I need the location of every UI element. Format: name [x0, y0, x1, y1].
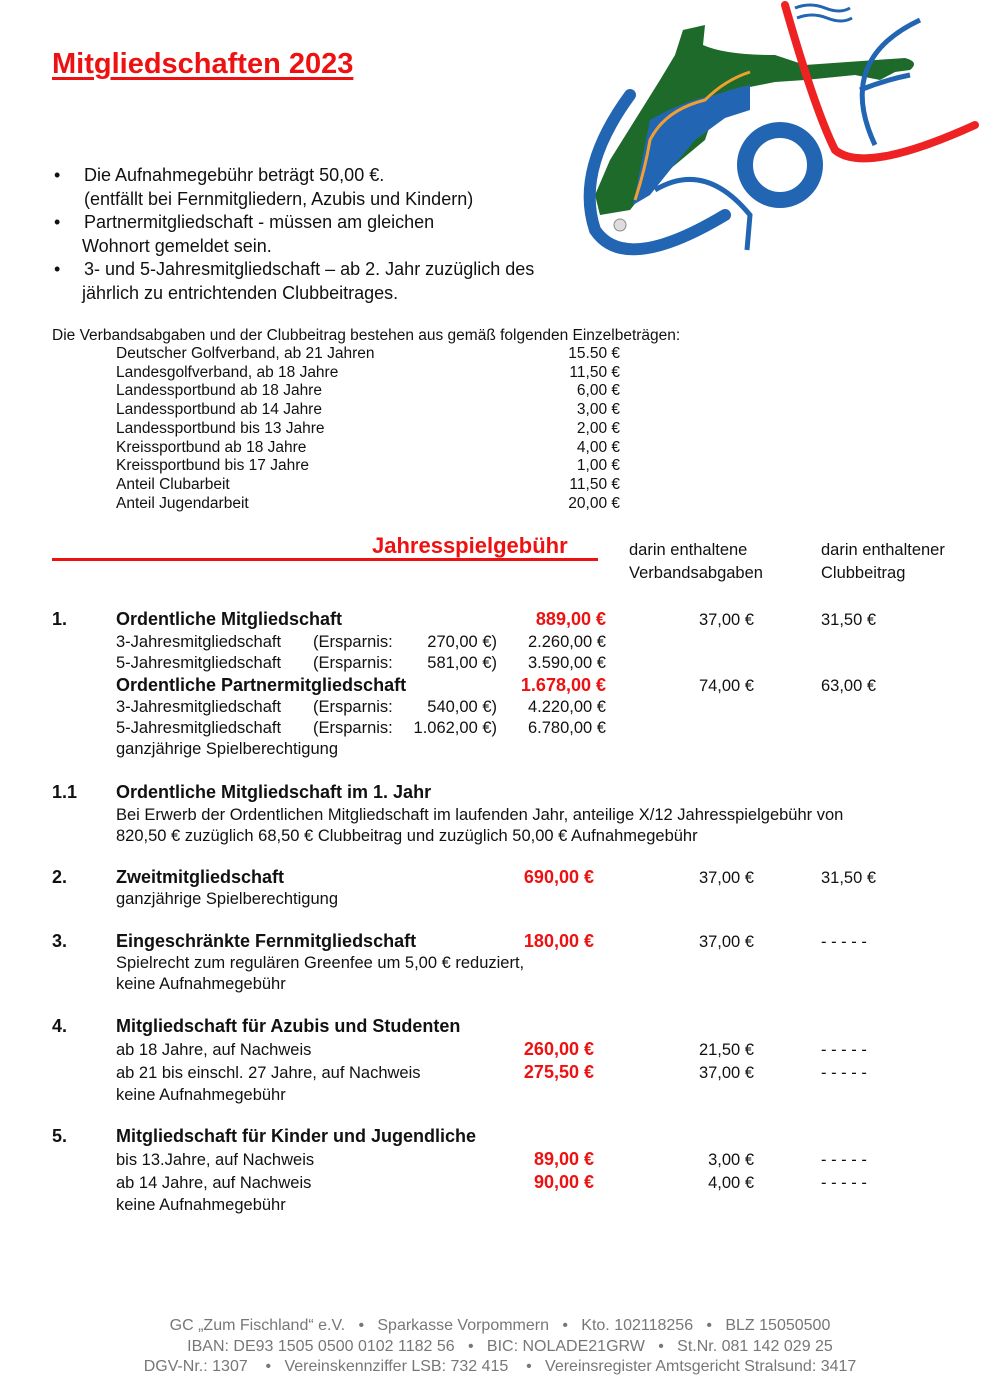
section-title: Mitgliedschaft für Azubis und Studenten [116, 1016, 461, 1036]
fee-label: Kreissportbund ab 18 Jahre [116, 438, 307, 456]
section-note: ganzjährige Spielberechtigung [116, 740, 338, 758]
section-note: keine Aufnahmegebühr [116, 975, 286, 993]
partner-title: Ordentliche Partnermitgliedschaft [116, 675, 407, 695]
club-value: 31,50 € [821, 869, 877, 887]
fee-value: 2,00 € [576, 419, 620, 437]
fee-label: Anteil Jugendarbeit [116, 494, 249, 512]
bullet-text: Die Aufnahmegebühr beträgt 50,00 €. [84, 165, 385, 185]
verband-value: 3,00 € [708, 1151, 754, 1169]
section-title: Mitgliedschaft für Kinder und Jugendliche [116, 1126, 477, 1146]
fee-value: 20,00 € [568, 494, 620, 512]
fee-value: 1,00 € [576, 457, 620, 475]
fee-row [116, 364, 620, 383]
saving-value: 540,00 €) [427, 698, 497, 716]
fee-value: 11,50 € [569, 363, 620, 381]
bullet-dot-icon: • [54, 212, 61, 232]
fee-value: 6,00 € [576, 382, 620, 400]
saving-label: (Ersparnis: [313, 698, 393, 716]
bullet-text: jährlich zu entrichtenden Clubbeitrages. [82, 282, 399, 303]
fee-row [116, 345, 620, 364]
section-number: 5. [52, 1126, 68, 1146]
section-number: 1. [52, 609, 68, 629]
verband-value: 37,00 € [698, 611, 754, 629]
partner-fee: 1.678,00 € [520, 675, 606, 695]
fee-label: Deutscher Golfverband, ab 21 Jahren [116, 345, 375, 362]
verband-value: 21,50 € [698, 1041, 754, 1059]
option-label: bis 13.Jahre, auf Nachweis [116, 1151, 315, 1169]
page-title: Mitgliedschaften 2023 [52, 48, 354, 80]
fee-row [116, 439, 620, 458]
fee-label: Landessportbund ab 18 Jahre [116, 382, 322, 400]
section-number: 3. [52, 931, 68, 951]
option-label: 5-Jahresmitgliedschaft [116, 654, 282, 672]
fee-row [116, 457, 620, 476]
option-price: 2.260,00 € [528, 633, 606, 651]
footer-line: DGV-Nr.: 1307 • Vereinskennziffer LSB: 732 415 • Vereinsregister Amtsgericht Stralsund: 3417 [143, 1358, 857, 1375]
option-label: 5-Jahresmitgliedschaft [116, 719, 282, 737]
section-title: Ordentliche Mitgliedschaft [116, 609, 343, 629]
fee-row [116, 495, 620, 514]
fee-value: 15.50 € [568, 345, 620, 362]
saving-label: (Ersparnis: [313, 719, 393, 737]
section-2 [52, 867, 952, 917]
fee-label: Anteil Clubarbeit [116, 475, 230, 493]
annual-fee: 180,00 € [523, 931, 594, 951]
saving-value: 581,00 €) [427, 654, 497, 672]
header-col-club-line: darin enthaltener [821, 541, 945, 559]
verband-value: 37,00 € [698, 933, 754, 951]
fee-label: Landesgolfverband, ab 18 Jahre [116, 363, 339, 381]
header-col-club-line: Clubbeitrag [821, 564, 906, 582]
club-value: - - - - - [821, 1041, 867, 1059]
fee-row [116, 420, 620, 439]
section-number: 1.1 [52, 782, 78, 802]
club-value: - - - - - [821, 1174, 867, 1192]
footer-line: GC „Zum Fischland“ e.V. • Sparkasse Vorpommern • Kto. 102118256 • BLZ 15050500 [169, 1317, 831, 1334]
annual-fee: 89,00 € [533, 1149, 594, 1169]
fee-row [116, 382, 620, 401]
section-title: Ordentliche Mitgliedschaft im 1. Jahr [116, 782, 432, 802]
section-note: Spielrecht zum regulären Greenfee um 5,00 € reduziert, [116, 954, 525, 972]
section-number: 4. [52, 1016, 68, 1036]
logo-blue-f [860, 20, 920, 145]
fees-list [116, 345, 620, 513]
bullet-text: Wohnort gemeldet sein. [82, 235, 272, 256]
annual-fee: 889,00 € [535, 609, 606, 629]
option-price: 4.220,00 € [528, 698, 606, 716]
saving-value: 270,00 €) [427, 633, 497, 651]
verband-value: 37,00 € [698, 1064, 754, 1082]
club-value: - - - - - [821, 933, 867, 951]
saving-label: (Ersparnis: [313, 654, 393, 672]
header-col-verband-line: darin enthaltene [629, 541, 748, 559]
club-value: 31,50 € [821, 611, 877, 629]
option-label: ab 14 Jahre, auf Nachweis [116, 1174, 312, 1192]
footer [0, 1316, 1000, 1378]
section-note: ganzjährige Spielberechtigung [116, 890, 338, 908]
header-col-verband-line: Verbandsabgaben [629, 564, 763, 582]
section-1 [52, 609, 952, 769]
section-number: 2. [52, 867, 68, 887]
option-label: 3-Jahresmitgliedschaft [116, 633, 282, 651]
golf-club-logo [575, 0, 995, 275]
verband-value: 74,00 € [698, 677, 754, 695]
bullet-item [52, 211, 534, 258]
footer-line: IBAN: DE93 1505 0500 0102 1182 56 • BIC: NOLADE21GRW • St.Nr. 081 142 029 25 [187, 1337, 833, 1355]
fee-row [116, 401, 620, 420]
annual-fee: 690,00 € [523, 867, 594, 887]
fee-label: Landessportbund bis 13 Jahre [116, 419, 325, 437]
section-3 [52, 931, 952, 1001]
club-value: - - - - - [821, 1151, 867, 1169]
option-price: 6.780,00 € [528, 719, 606, 737]
annual-fee: 90,00 € [533, 1172, 594, 1192]
bullet-dot-icon: • [54, 165, 61, 185]
bullet-dot-icon: • [54, 259, 61, 279]
header-col-club [821, 539, 945, 585]
bullet-item [52, 164, 534, 211]
section-4 [52, 1016, 952, 1111]
verband-value: 37,00 € [698, 869, 754, 887]
logo-golf-ball [614, 219, 626, 231]
logo-waves [795, 5, 852, 21]
fee-label: Kreissportbund bis 17 Jahre [116, 457, 310, 475]
section-note: keine Aufnahmegebühr [116, 1196, 286, 1214]
logo-blue-o [745, 130, 815, 200]
section-title: Eingeschränkte Fernmitgliedschaft [116, 931, 417, 951]
bullet-text: (entfällt bei Fernmitgliedern, Azubis und Kindern) [84, 188, 474, 209]
fee-row [116, 476, 620, 495]
option-label: ab 21 bis einschl. 27 Jahre, auf Nachweis [116, 1064, 421, 1082]
option-label: ab 18 Jahre, auf Nachweis [116, 1041, 312, 1059]
fee-value: 3,00 € [576, 401, 620, 419]
section-1-1 [52, 782, 972, 852]
section-title: Zweitmitgliedschaft [116, 867, 285, 887]
annual-fee: 275,50 € [523, 1062, 594, 1082]
option-price: 3.590,00 € [528, 654, 606, 672]
fee-value: 11,50 € [569, 475, 620, 493]
bullet-text: 3- und 5-Jahresmitgliedschaft – ab 2. Jahr zuzüglich des [84, 259, 535, 279]
club-value: 63,00 € [821, 677, 877, 695]
saving-value: 1.062,00 €) [413, 719, 497, 737]
header-annual-fee: Jahresspielgebühr [372, 533, 568, 558]
bullet-item [52, 258, 534, 305]
option-label: 3-Jahresmitgliedschaft [116, 698, 282, 716]
verband-value: 4,00 € [708, 1174, 754, 1192]
section-text: Bei Erwerb der Ordentlichen Mitgliedschaft im laufenden Jahr, anteilige X/12 Jahresspielgebühr von [116, 806, 844, 824]
saving-label: (Ersparnis: [313, 633, 393, 651]
fee-label: Landessportbund ab 14 Jahre [116, 401, 322, 419]
info-bullets [52, 164, 534, 305]
section-note: keine Aufnahmegebühr [116, 1086, 286, 1104]
section-text: 820,50 € zuzüglich 68,50 € Clubbeitrag und zuzüglich 50,00 € Aufnahmegebühr [116, 827, 698, 845]
fee-value: 4,00 € [576, 438, 620, 456]
club-value: - - - - - [821, 1064, 867, 1082]
header-col-verband [629, 539, 763, 585]
bullet-text: Partnermitgliedschaft - müssen am gleichen [84, 212, 435, 232]
annual-fee: 260,00 € [523, 1039, 594, 1059]
section-5 [52, 1126, 952, 1221]
fees-intro: Die Verbandsabgaben und der Clubbeitrag bestehen aus gemäß folgenden Einzelbeträgen: [52, 327, 681, 344]
